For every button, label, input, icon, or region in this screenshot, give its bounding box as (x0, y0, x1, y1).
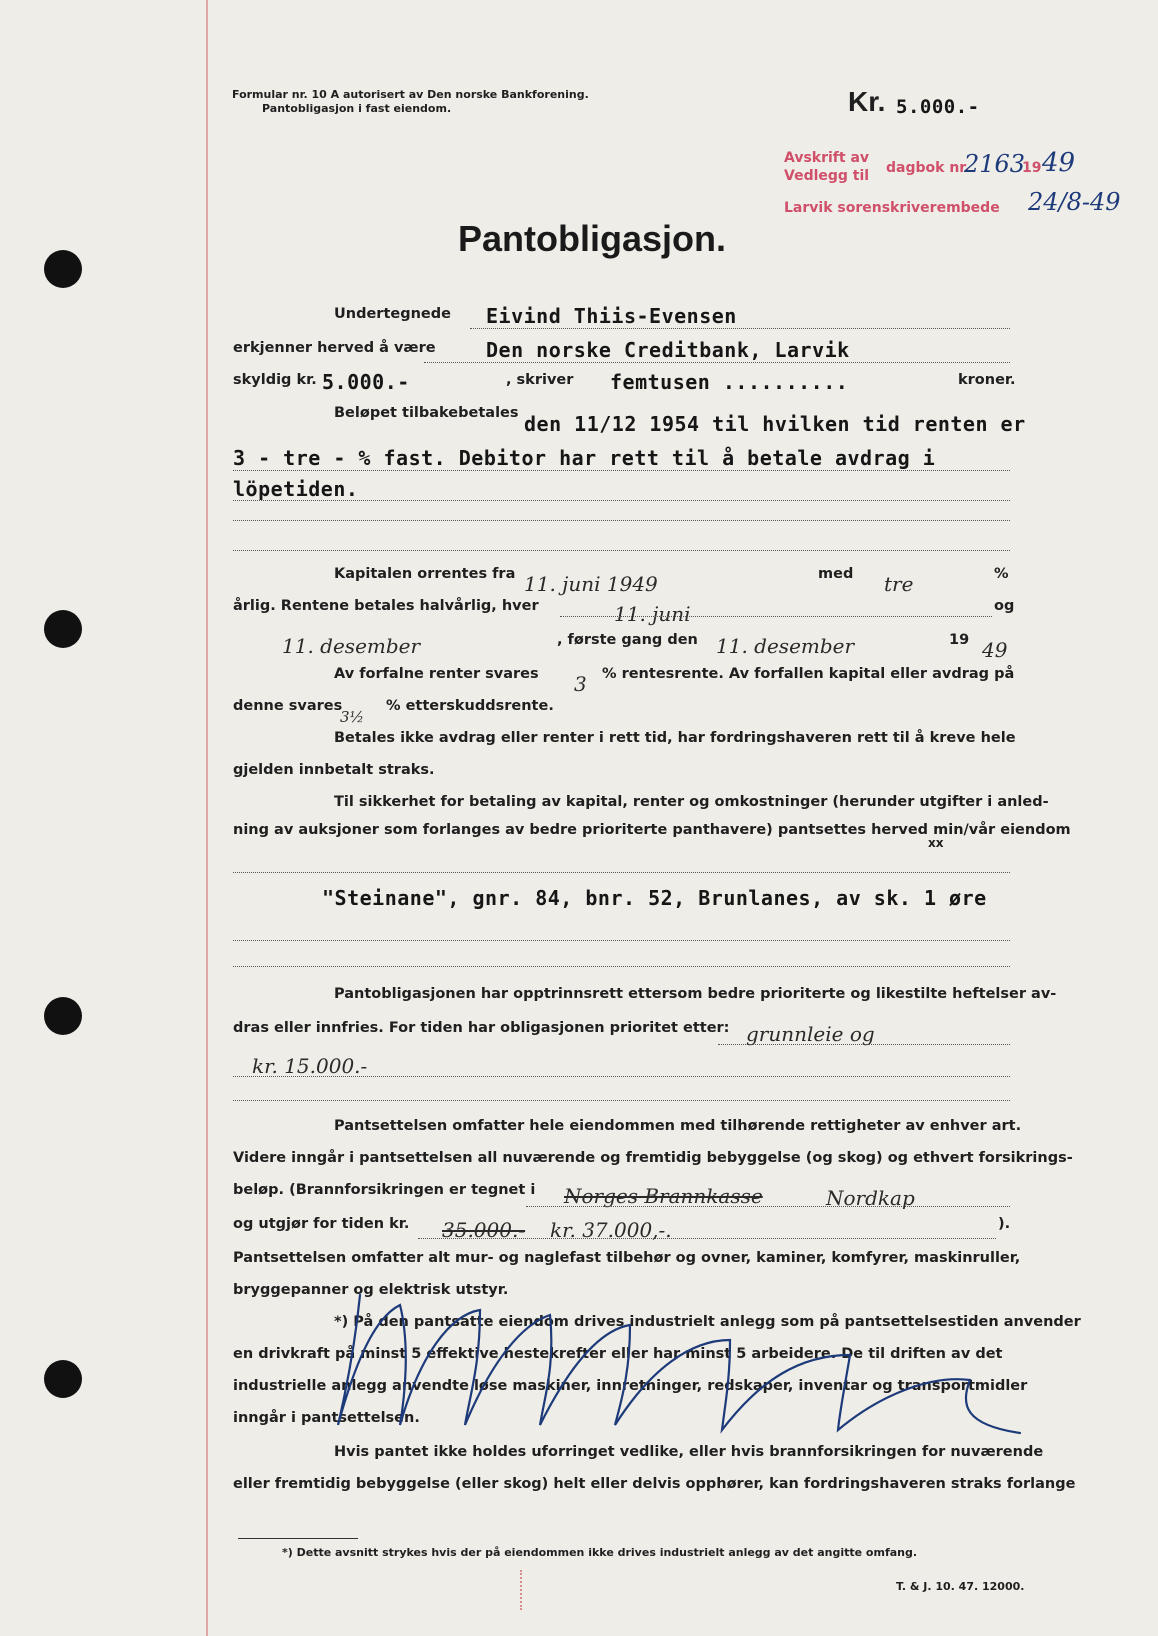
margin-dots (520, 1570, 524, 1610)
med-label: med (818, 566, 854, 582)
dotted-line (233, 966, 1010, 967)
form-note: Formular nr. 10 A autorisert av Den norske Bankforening. (232, 88, 589, 101)
punch-hole (44, 610, 82, 648)
eiendom-value: "Steinane", gnr. 84, bnr. 52, Brunlanes, av sk. 1 øre (322, 886, 987, 910)
dotted-line (233, 872, 1010, 873)
skyldig-value: 5.000.- (322, 370, 410, 394)
stamp-dagbok-number: 2163 (964, 150, 1026, 178)
utgjor-value-new: kr. 37.000,-. (550, 1218, 672, 1242)
punch-hole (44, 1360, 82, 1398)
forfalne-value: 3 (574, 672, 587, 696)
denne-rest: % etterskuddsrente. (386, 698, 554, 714)
year-value: 49 (982, 638, 1008, 662)
og-label: og (994, 598, 1015, 614)
kroner-label: kroner. (958, 372, 1016, 388)
skriver-value: femtusen .......... (610, 370, 849, 394)
arlig-value: 11. juni (614, 602, 691, 626)
opptrinn-line1: Pantobligasjonen har opptrinnsrett ettersom bedre prioriterte og likestilte heftelser av- (334, 986, 1057, 1002)
kapitalen-value: 11. juni 1949 (524, 572, 658, 596)
belop-value-new: Nordkap (826, 1186, 915, 1210)
form-note-subtitle: Pantobligasjon i fast eiendom. (262, 102, 452, 115)
sikkerhet-line2: ning av auksjoner som forlanges av bedre prioriterte panthavere) pantsettes herved min/vår eiendom (233, 822, 1071, 838)
belopet-label: Beløpet tilbakebetales (334, 405, 519, 421)
ind-line4: inngår i pantsettelsen. (233, 1410, 420, 1426)
strikeout-scribble (330, 1285, 1030, 1435)
dotted-line (233, 470, 1010, 471)
sikkerhet-mark: xx (928, 836, 944, 850)
year-prefix: 19 (949, 632, 970, 648)
stamp-vedlegg: Vedlegg til (784, 168, 870, 184)
undertegnede-label: Undertegnede (334, 306, 451, 322)
belopet-line2: 3 - tre - % fast. Debitor har rett til å betale avdrag i (233, 446, 936, 470)
undertegnede-value: Eivind Thiis-Evensen (486, 304, 737, 328)
dotted-line (470, 328, 1010, 329)
arlig-label: årlig. Rentene betales halvårlig, hver (233, 598, 539, 614)
kr-amount: 5.000.- (896, 96, 980, 118)
dotted-line (418, 1238, 996, 1239)
prioritet-value: grunnleie og (746, 1022, 875, 1046)
stamp-year-prefix: 19 (1022, 160, 1042, 176)
dotted-line (526, 1206, 1010, 1207)
ind-line3: industrielle anlegg anvendte løse maskiner, innretninger, redskaper, inventar og transportmidler (233, 1378, 1028, 1394)
skriver-label: , skriver (506, 372, 574, 388)
footnote-rule (238, 1538, 358, 1539)
pct-sign: % (994, 566, 1009, 582)
dotted-line (233, 1076, 1010, 1077)
erkjenner-label: erkjenner herved å være (233, 340, 436, 356)
kapitalen-label: Kapitalen orrentes fra (334, 566, 516, 582)
omfatter-line2: Videre inngår i pantsettelsen all nuværende og fremtidig bebyggelse (og skog) og ethvert forsikrings- (233, 1150, 1073, 1166)
dotted-line (233, 500, 1010, 501)
denne-value: 3½ (340, 708, 365, 726)
footnote: *) Dette avsnitt strykes hvis der på eiendommen ikke drives industrielt anlegg av det angitte omfang. (282, 1546, 918, 1559)
belopet-line3: löpetiden. (233, 477, 359, 501)
mur-line2: bryggepanner og elektrisk utstyr. (233, 1282, 509, 1298)
belop-value-struck: Norges Brannkasse (564, 1184, 763, 1208)
ind-line2: en drivkraft på minst 5 effektive hestekrefter eller har minst 5 arbeidere. De til driften av det (233, 1346, 1003, 1362)
printer-mark: T. & J. 10. 47. 12000. (896, 1580, 1025, 1593)
stamp-date: 24/8-49 (1028, 188, 1121, 216)
punch-hole (44, 250, 82, 288)
kr-label: Kr. (848, 86, 886, 117)
stamp-avskrift: Avskrift av (784, 150, 870, 166)
hvis-line2: eller fremtidig bebyggelse (eller skog) helt eller delvis opphører, kan fordringshaveren straks forlange (233, 1476, 1076, 1492)
dotted-line (424, 362, 1010, 363)
forste-gang-value: 11. desember (716, 634, 855, 658)
dotted-line (233, 1100, 1010, 1101)
belop-label: beløp. (Brannforsikringen er tegnet i (233, 1182, 536, 1198)
erkjenner-value: Den norske Creditbank, Larvik (486, 338, 850, 362)
punch-hole (44, 997, 82, 1035)
betales-line1: Betales ikke avdrag eller renter i rett tid, har fordringshaveren rett til å kreve hele (334, 730, 1016, 746)
belopet-value: den 11/12 1954 til hvilken tid renten er (524, 412, 1026, 436)
stamp-dagbok-label: dagbok nr. (886, 160, 970, 176)
betales-line2: gjelden innbetalt straks. (233, 762, 435, 778)
stamp-office: Larvik sorenskriverembede (784, 200, 1000, 216)
utgjor-label: og utgjør for tiden kr. (233, 1216, 410, 1232)
skyldig-label: skyldig kr. (233, 372, 317, 388)
hvis-line1: Hvis pantet ikke holdes uforringet vedlike, eller hvis brannforsikringen for nuværende (334, 1444, 1044, 1460)
utgjor-value-struck: 35.000.- (442, 1218, 526, 1242)
denne-label: denne svares (233, 698, 343, 714)
med-value: tre (884, 572, 914, 596)
omfatter-line1: Pantsettelsen omfatter hele eiendommen med tilhørende rettigheter av enhver art. (334, 1118, 1022, 1134)
utgjor-close: ). (998, 1216, 1011, 1232)
dotted-line (233, 550, 1010, 551)
forste-gang-label: , første gang den (557, 632, 698, 648)
mur-line1: Pantsettelsen omfatter alt mur- og naglefast tilbehør og ovner, kaminer, komfyrer, maskinruller, (233, 1250, 1021, 1266)
sikkerhet-line1: Til sikkerhet for betaling av kapital, renter og omkostninger (herunder utgifter i anled- (334, 794, 1049, 810)
dotted-line (233, 520, 1010, 521)
forfalne-rest: % rentesrente. Av forfallen kapital eller avdrag på (602, 666, 1015, 682)
dotted-line (233, 940, 1010, 941)
opptrinn-line2: dras eller innfries. For tiden har obligasjonen prioritet etter: (233, 1020, 730, 1036)
dotted-line (560, 616, 992, 617)
desember-value: 11. desember (282, 634, 421, 658)
ind-line1: *) På den pantsatte eiendom drives industrielt anlegg som på pantsettelsestiden anvender (334, 1314, 1081, 1330)
dotted-line (718, 1044, 1010, 1045)
page-title: Pantobligasjon. (458, 218, 727, 259)
prioritet-line2: kr. 15.000.- (252, 1054, 368, 1078)
forfalne-label: Av forfalne renter svares (334, 666, 539, 682)
stamp-year-suffix: 49 (1042, 148, 1076, 178)
margin-line (206, 0, 208, 1636)
